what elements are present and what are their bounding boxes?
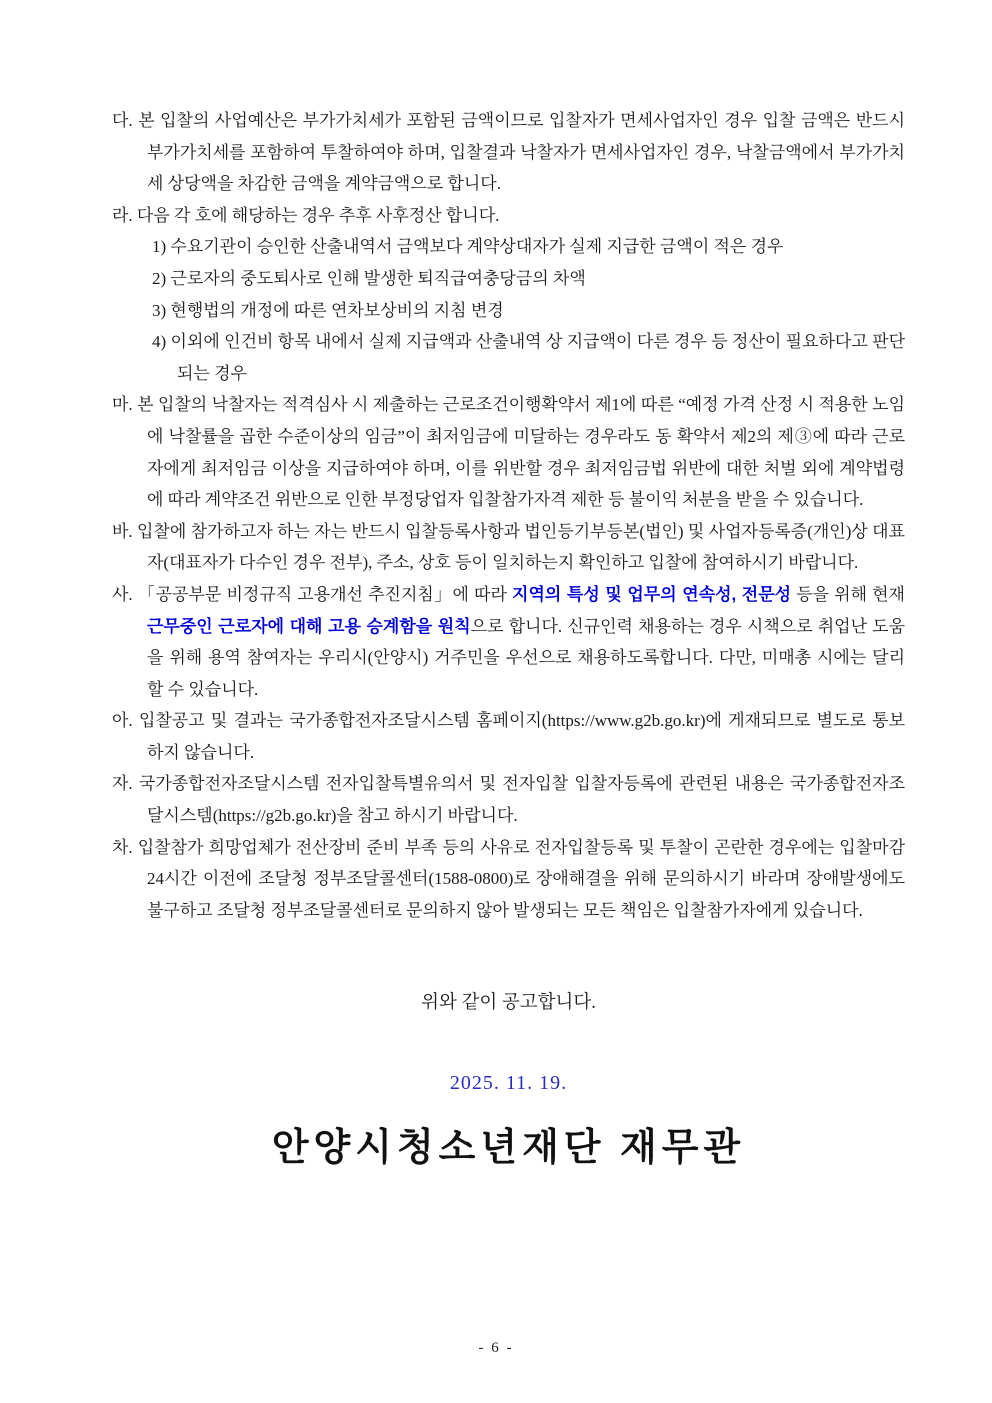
document-body (112, 105, 905, 1170)
paragraph-sa-text-1: 사. 「공공부문 비정규직 고용개선 추진지침」에 따라 (112, 584, 513, 604)
list-item-1: 1) 수요기관이 승인한 산출내역서 금액보다 계약상대자가 실제 지급한 금액이 적은 경우 (152, 237, 784, 257)
emphasis-employment-succession: 근무중인 근로자에 대해 고용 승계함을 원칙 (147, 616, 471, 636)
list-item-4: 4) 이외에 인건비 항목 내에서 실제 지급액과 산출내역 상 지급액이 다른 경우 등 정산이 필요하다고 판단되는 경우 (152, 332, 905, 383)
paragraph-sa-text-2: 등을 위해 현재 (791, 584, 905, 604)
issuer-title: 안양시청소년재단 재무관 (271, 1126, 746, 1169)
paragraph-ra: 라. 다음 각 호에 해당하는 경우 추후 사후정산 합니다. (112, 205, 500, 225)
list-item-3: 3) 현행법의 개정에 따른 연차보상비의 지침 변경 (152, 300, 504, 320)
paragraph-ba: 바. 입찰에 참가하고자 하는 자는 반드시 입찰등록사항과 법인등기부등본(법인) 및 사업자등록증(개인)상 대표자(대표자가 다수인 경우 전부), 주소, 상호 등이 일치하는지 확인하고 입찰에 참여하시기 바랍니다. (112, 521, 905, 573)
paragraph-cha: 차. 입찰참가 희망업체가 전산장비 준비 부족 등의 사유로 전자입찰등록 및 투찰이 곤란한 경우에는 입찰마감 24시간 이전에 조달청 정부조달콜센터(1588-0800)로 장애해결을 위해 문의하시기 바라며 장애발생에도 불구하고 조달청 정부조달콜센터로 문의하지 않아 발생되는 모든 책임은 입찰참가자에게 있습니다. (112, 837, 905, 920)
paragraph-da: 다. 본 입찰의 사업예산은 부가가치세가 포함된 금액이므로 입찰자가 면세사업자인 경우 입찰 금액은 반드시 부가가치세를 포함하여 투찰하여야 하며, 입찰결과 낙찰자가 면세사업자인 경우, 낙찰금액에서 부가가치세 상당액을 차감한 금액을 계약금액으로 합니다. (112, 111, 905, 194)
list-item-2: 2) 근로자의 중도퇴사로 인해 발생한 퇴직급여충당금의 차액 (152, 268, 586, 288)
emphasis-region-continuity: 지역의 특성 및 업무의 연속성, 전문성 (512, 584, 792, 604)
paragraph-ma: 마. 본 입찰의 낙찰자는 적격심사 시 제출하는 근로조건이행확약서 제1에 따른 “예정 가격 산정 시 적용한 노임에 낙찰률을 곱한 수준이상의 임금”이 최저임금에 미달하는 경우라도 동 확약서 제2의 제③에 따라 근로자에게 최저임금 이상을 지급하여야 하며, 이를 위반할 경우 최저임금법 위반에 대한 처벌 외에 계약법령에 따라 계약조건 위반으로 인한 부정당업자 입찰참가자격 제한 등 불이익 처분을 받을 수 있습니다. (112, 395, 905, 510)
paragraph-a: 아. 입찰공고 및 결과는 국가종합전자조달시스템 홈페이지(https://www.g2b.go.kr)에 게재되므로 별도로 통보하지 않습니다. (112, 711, 905, 762)
page-number: - 6 - (478, 1340, 514, 1356)
announcement-date: 2025. 11. 19. (449, 1072, 568, 1095)
paragraph-sa (112, 579, 905, 705)
paragraph-ja: 자. 국가종합전자조달시스템 전자입찰특별유의서 및 전자입찰 입찰자등록에 관련된 내용은 국가종합전자조달시스템(https://g2b.go.kr)을 참고 하시기 바랍니다. (112, 774, 905, 826)
closing-statement: 위와 같이 공고합니다. (421, 993, 596, 1014)
paragraph-sa-text-3: 으로 합니다. 신규인력 채용하는 경우 시책으로 취업난 도움을 위해 용역 참여자는 우리시(안양시) 거주민을 우선으로 채용하도록합니다. 다만, 미매총 시에는 달리 할 수 있습니다. (147, 616, 905, 699)
